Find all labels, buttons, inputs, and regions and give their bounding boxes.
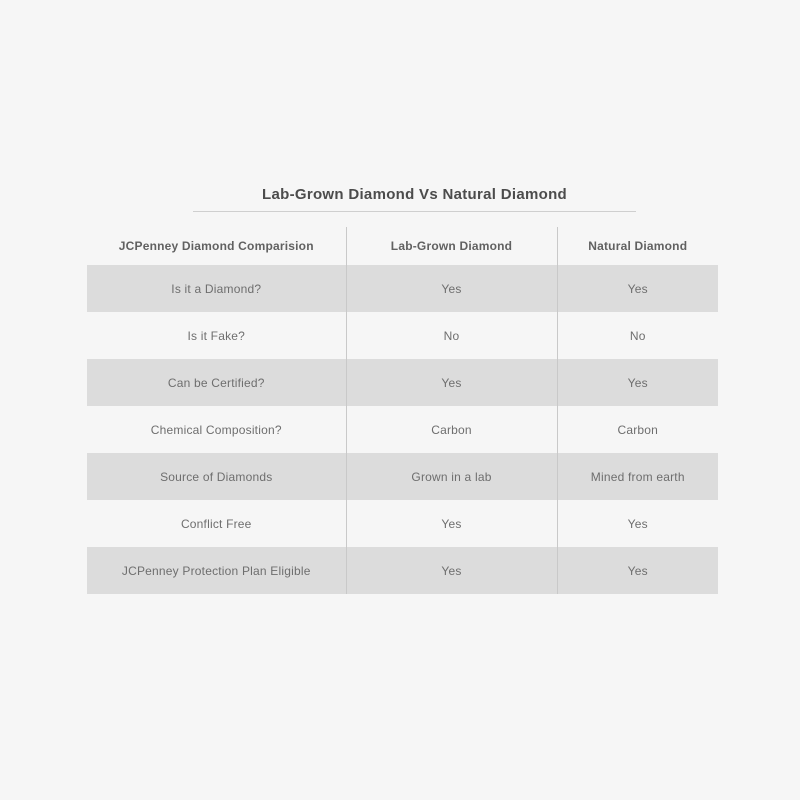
lab-grown-cell: Yes bbox=[346, 500, 557, 547]
table-row bbox=[87, 547, 718, 594]
table-row bbox=[87, 406, 718, 453]
natural-cell: Yes bbox=[557, 359, 718, 406]
lab-grown-cell: Grown in a lab bbox=[346, 453, 557, 500]
natural-cell: Yes bbox=[557, 547, 718, 594]
natural-cell: Yes bbox=[627, 516, 648, 531]
title-block bbox=[193, 186, 636, 212]
feature-cell: JCPenney Protection Plan Eligible bbox=[87, 547, 346, 594]
table-row bbox=[87, 312, 718, 359]
feature-cell: Is it Fake? bbox=[87, 312, 346, 359]
feature-cell: Conflict Free bbox=[87, 500, 346, 547]
header-row bbox=[87, 227, 718, 265]
natural-cell: Mined from earth bbox=[557, 453, 718, 500]
table-row bbox=[87, 265, 718, 312]
lab-grown-cell: Yes bbox=[346, 265, 557, 312]
lab-grown-cell: Yes bbox=[346, 547, 557, 594]
feature-cell: Chemical Composition? bbox=[87, 406, 346, 453]
lab-grown-cell: Yes bbox=[346, 359, 557, 406]
column-header-comparison: JCPenney Diamond Comparision bbox=[87, 227, 346, 265]
table-row bbox=[87, 453, 718, 500]
feature-cell: Can be Certified? bbox=[87, 359, 346, 406]
lab-grown-cell: No bbox=[346, 312, 557, 359]
feature-cell: Is it a Diamond? bbox=[87, 265, 346, 312]
comparison-table bbox=[87, 227, 718, 594]
column-header-lab-grown: Lab-Grown Diamond bbox=[346, 227, 557, 265]
column-header-natural: Natural Diamond bbox=[588, 239, 688, 253]
lab-grown-cell: Carbon bbox=[346, 406, 557, 453]
feature-cell: Source of Diamonds bbox=[87, 453, 346, 500]
table-row bbox=[87, 359, 718, 406]
natural-cell: Carbon bbox=[617, 422, 659, 437]
table-row bbox=[87, 500, 718, 547]
natural-cell: Yes bbox=[557, 265, 718, 312]
natural-cell: No bbox=[629, 328, 646, 343]
page-title: Lab-Grown Diamond Vs Natural Diamond bbox=[262, 186, 567, 203]
